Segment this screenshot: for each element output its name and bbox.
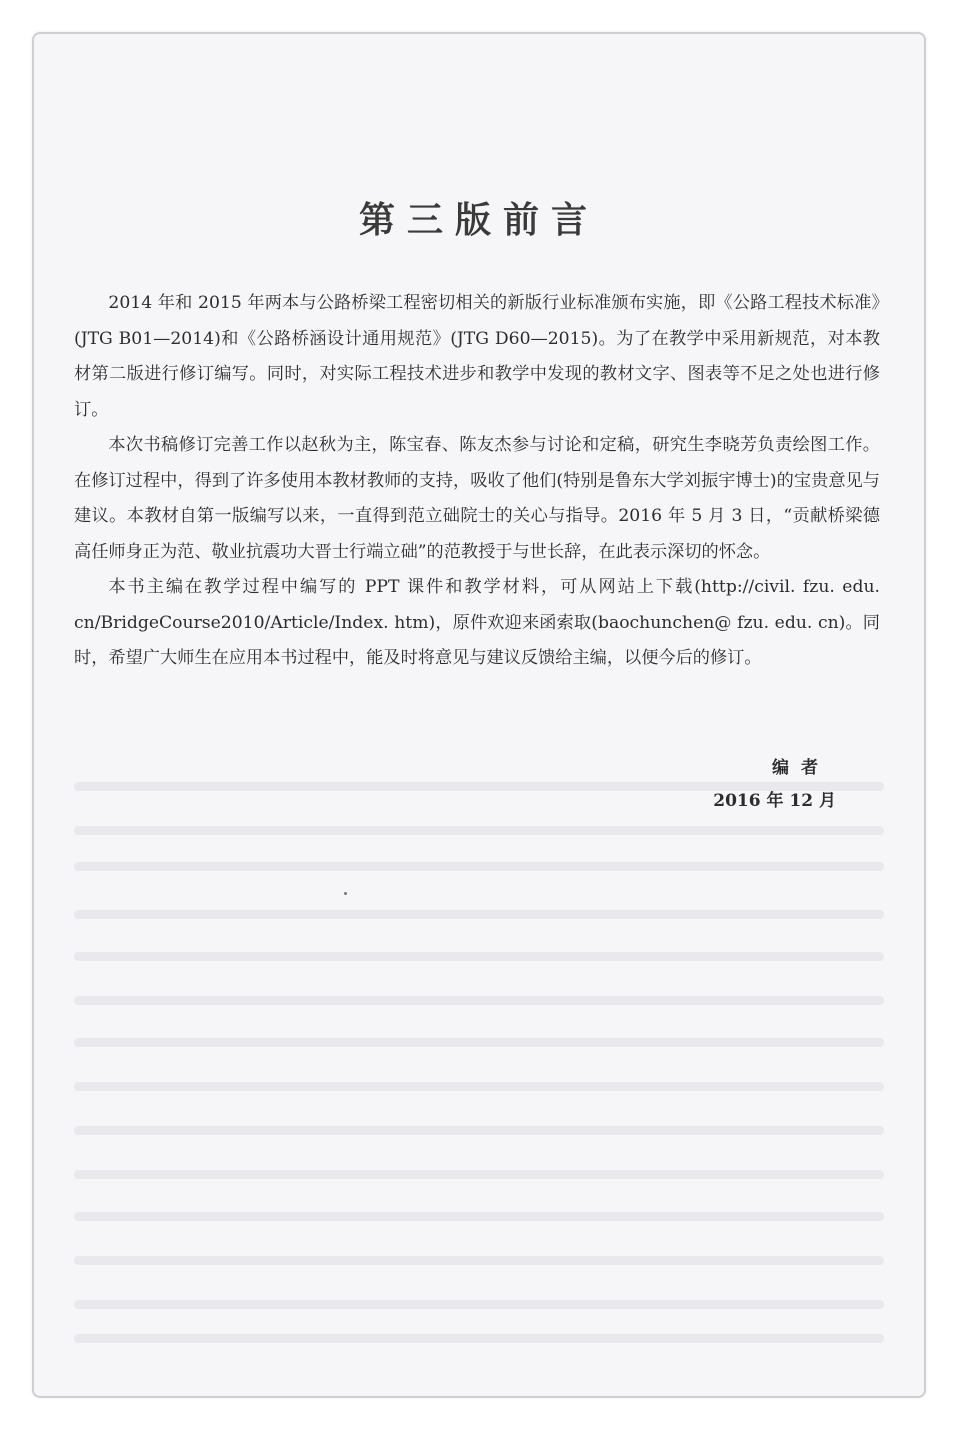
signature-author: 编者 (772, 758, 830, 778)
preface-body (74, 286, 880, 677)
page-frame (32, 32, 926, 1398)
bleed-through-line (74, 1170, 884, 1179)
paragraph: 本次书稿修订完善工作以赵秋为主，陈宝春、陈友杰参与讨论和定稿，研究生李晓芳负责绘图工作。在修订过程中，得到了许多使用本教材教师的支持，吸收了他们(特别是鲁东大学刘振宇博士)的宝贵意见与建议。本教材自第一版编写以来，一直得到范立础院士的关心与指导。2016 年 5 月 3 日，“贡献桥梁德高任师身正为范、敬业抗震功大晋士行端立础”的范教授于与世长辞，在此表示深切的怀念。 (74, 435, 880, 562)
bleed-through-line (74, 862, 884, 871)
bleed-through-line (74, 826, 884, 835)
paragraph: 本书主编在教学过程中编写的 PPT 课件和教学材料，可从网站上下载(http://civil. fzu. edu. cn/BridgeCourse2010/Article/Index. htm)，原件欢迎来函索取(baochunchen@ fzu. edu. cn)。同时，希望广大师生在应用本书过程中，能及时将意见与建议反馈给主编，以便今后的修订。 (74, 577, 880, 668)
bleed-through-line (74, 1038, 884, 1047)
page-title: 第三版前言 (358, 200, 599, 241)
speck (344, 892, 347, 895)
bleed-through-line (74, 1212, 884, 1221)
signature-block (713, 752, 836, 818)
signature-date: 2016 年 12 月 (713, 791, 836, 811)
bleed-through-line (74, 1300, 884, 1309)
bleed-through-line (74, 1256, 884, 1265)
bleed-through-line (74, 952, 884, 961)
paragraph: 2014 年和 2015 年两本与公路桥梁工程密切相关的新版行业标准颁布实施，即《公路工程技术标准》(JTG B01—2014)和《公路桥涵设计通用规范》(JTG D60—2015)。为了在教学中采用新规范，对本教材第二版进行修订编写。同时，对实际工程技术进步和教学中发现的教材文字、图表等不足之处也进行修订。 (74, 293, 880, 420)
bleed-through-line (74, 910, 884, 919)
document-page (34, 34, 924, 1396)
bleed-through-line (74, 996, 884, 1005)
bleed-through-line (74, 1126, 884, 1135)
bleed-through-line (74, 1334, 884, 1343)
bleed-through-line (74, 1082, 884, 1091)
